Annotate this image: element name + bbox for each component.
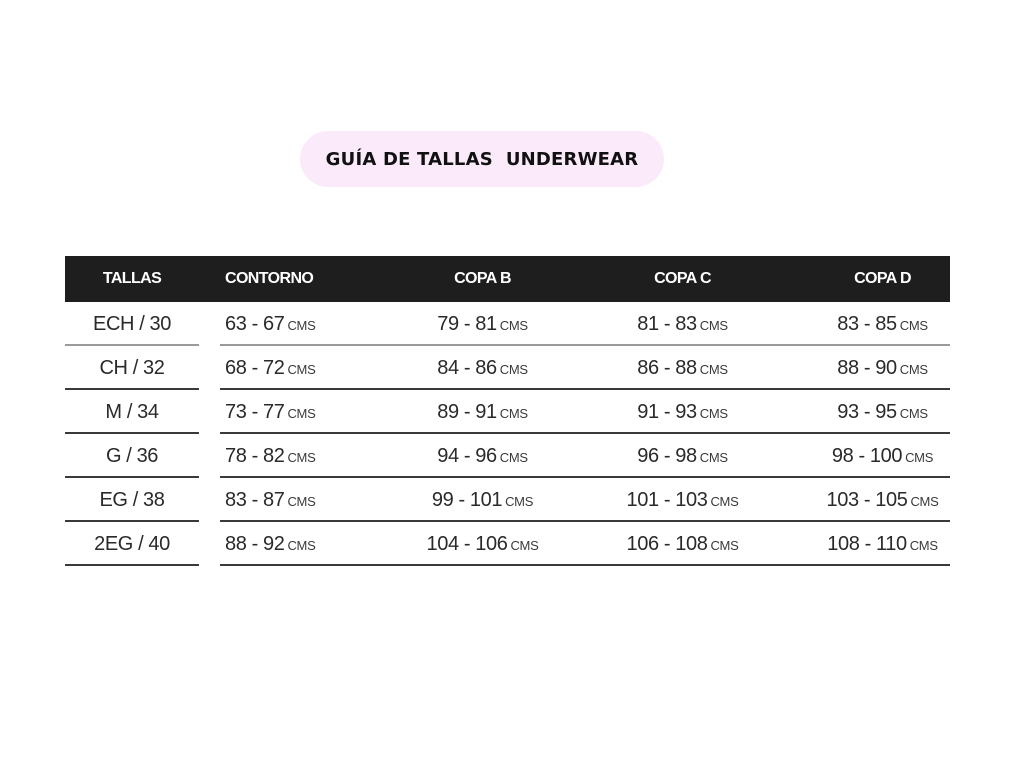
table-row xyxy=(65,434,950,478)
cell-contorno xyxy=(225,522,355,566)
cell-contorno xyxy=(225,434,355,478)
cell-talla xyxy=(65,478,199,522)
cell-value: 99 - 101 xyxy=(431,489,503,511)
table-header xyxy=(65,256,950,302)
cell-copa-d xyxy=(810,302,955,346)
cell-value: 88 - 90 xyxy=(837,357,897,379)
cell-value: 98 - 100 xyxy=(831,445,903,467)
table-row xyxy=(65,302,950,346)
cell-value: CH / 32 xyxy=(99,357,165,379)
row-divider xyxy=(65,564,199,566)
header-copa-b: COPA B xyxy=(454,270,511,287)
unit-label: CMS xyxy=(699,406,728,421)
header-copa-c: COPA C xyxy=(654,270,711,287)
cell-copa-c xyxy=(610,346,755,390)
cell-copa-d xyxy=(810,522,955,566)
unit-label: CMS xyxy=(710,494,739,509)
unit-label: CMS xyxy=(710,538,739,553)
cell-copa-c xyxy=(610,478,755,522)
cell-value: 104 - 106 xyxy=(426,533,508,555)
unit-label: CMS xyxy=(287,538,316,553)
unit-label: CMS xyxy=(499,406,528,421)
unit-label: CMS xyxy=(510,538,539,553)
cell-value: 89 - 91 xyxy=(437,401,497,423)
size-table xyxy=(65,256,950,566)
cell-contorno xyxy=(225,346,355,390)
cell-talla xyxy=(65,522,199,566)
cell-copa-b xyxy=(410,522,555,566)
cell-value: ECH / 30 xyxy=(93,313,171,335)
unit-label: CMS xyxy=(909,538,938,553)
unit-label: CMS xyxy=(905,450,934,465)
cell-copa-c xyxy=(610,390,755,434)
cell-talla xyxy=(65,390,199,434)
table-row xyxy=(65,522,950,566)
table-row xyxy=(65,346,950,390)
cell-value: 108 - 110 xyxy=(827,533,907,555)
cell-contorno xyxy=(225,302,355,346)
unit-label: CMS xyxy=(287,318,316,333)
unit-label: CMS xyxy=(910,494,939,509)
unit-label: CMS xyxy=(499,318,528,333)
cell-copa-b xyxy=(410,390,555,434)
unit-label: CMS xyxy=(499,362,528,377)
cell-value: 78 - 82 xyxy=(225,445,285,467)
unit-label: CMS xyxy=(499,450,528,465)
cell-value: 68 - 72 xyxy=(225,357,285,379)
unit-label: CMS xyxy=(899,318,928,333)
cell-value: 73 - 77 xyxy=(225,401,285,423)
cell-contorno xyxy=(225,390,355,434)
unit-label: CMS xyxy=(287,406,316,421)
unit-label: CMS xyxy=(899,362,928,377)
cell-talla xyxy=(65,434,199,478)
cell-value: 86 - 88 xyxy=(637,357,697,379)
cell-value: 93 - 95 xyxy=(837,401,897,423)
header-copa-d: COPA D xyxy=(854,270,911,287)
cell-copa-c xyxy=(610,522,755,566)
cell-copa-c xyxy=(610,434,755,478)
cell-contorno xyxy=(225,478,355,522)
cell-value: G / 36 xyxy=(105,445,159,467)
cell-value: 84 - 86 xyxy=(437,357,497,379)
cell-copa-d xyxy=(810,478,955,522)
cell-value: 63 - 67 xyxy=(225,313,285,335)
cell-copa-b xyxy=(410,302,555,346)
cell-value: 79 - 81 xyxy=(437,313,497,335)
cell-copa-d xyxy=(810,390,955,434)
cell-copa-d xyxy=(810,434,955,478)
cell-copa-c xyxy=(610,302,755,346)
row-divider xyxy=(220,564,950,566)
cell-value: 94 - 96 xyxy=(437,445,497,467)
unit-label: CMS xyxy=(505,494,534,509)
title-badge xyxy=(300,131,664,187)
cell-copa-b xyxy=(410,478,555,522)
cell-value: 83 - 87 xyxy=(225,489,285,511)
unit-label: CMS xyxy=(699,318,728,333)
unit-label: CMS xyxy=(699,362,728,377)
cell-value: 81 - 83 xyxy=(637,313,697,335)
page-title: GUÍA DE TALLAS UNDERWEAR xyxy=(325,148,639,170)
cell-value: M / 34 xyxy=(105,401,159,423)
cell-value: 103 - 105 xyxy=(826,489,908,511)
cell-value: 83 - 85 xyxy=(837,313,897,335)
cell-talla xyxy=(65,346,199,390)
header-tallas: TALLAS xyxy=(102,270,162,287)
unit-label: CMS xyxy=(287,450,316,465)
cell-value: 106 - 108 xyxy=(626,533,708,555)
unit-label: CMS xyxy=(287,494,316,509)
unit-label: CMS xyxy=(287,362,316,377)
cell-value: 91 - 93 xyxy=(637,401,697,423)
cell-value: 96 - 98 xyxy=(637,445,697,467)
cell-value: 101 - 103 xyxy=(626,489,708,511)
cell-copa-b xyxy=(410,346,555,390)
table-row xyxy=(65,390,950,434)
cell-value: 88 - 92 xyxy=(225,533,285,555)
table-body xyxy=(65,302,950,566)
unit-label: CMS xyxy=(899,406,928,421)
unit-label: CMS xyxy=(699,450,728,465)
cell-copa-b xyxy=(410,434,555,478)
cell-value: 2EG / 40 xyxy=(94,533,170,555)
cell-talla xyxy=(65,302,199,346)
cell-value: EG / 38 xyxy=(99,489,165,511)
header-contorno: CONTORNO xyxy=(225,270,314,287)
table-row xyxy=(65,478,950,522)
cell-copa-d xyxy=(810,346,955,390)
